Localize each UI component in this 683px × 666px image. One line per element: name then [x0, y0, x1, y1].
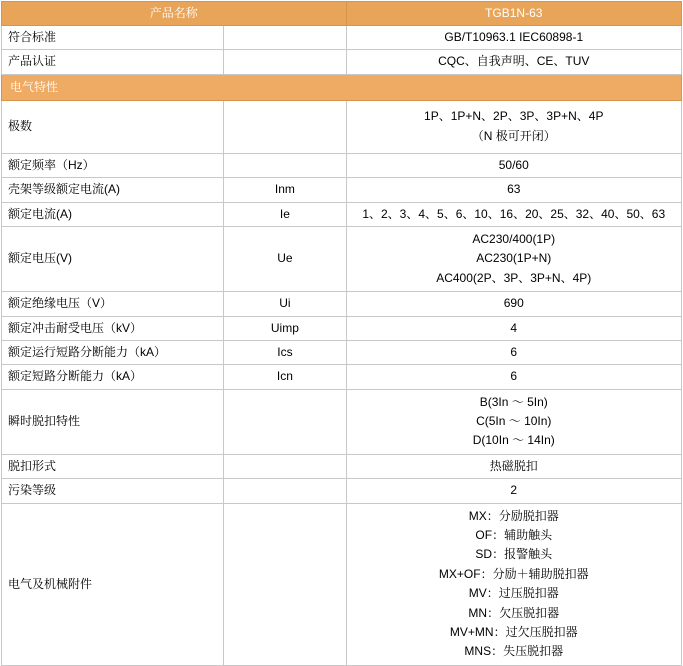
- table-row: [2, 365, 682, 389]
- row-label-standard: 符合标准: [2, 26, 224, 50]
- row-symbol-trip-curve: [224, 389, 346, 454]
- value-line: MX：分励脱扣器: [468, 508, 559, 523]
- table-row: [2, 292, 682, 316]
- value-line: AC230(1P+N): [476, 251, 552, 266]
- value-line: B(3In ～ 5In): [479, 394, 548, 409]
- table-row: [2, 389, 682, 454]
- table-row: [2, 178, 682, 202]
- value-line: 1P、1P+N、2P、3P、3P+N、4P: [424, 109, 604, 124]
- row-label-frame-current: 壳架等级额定电流(A): [2, 178, 224, 202]
- row-value-frame-current: 63: [346, 178, 682, 202]
- row-label-rated-voltage: 额定电压(V): [2, 226, 224, 291]
- product-spec-table: [1, 1, 682, 666]
- value-line: （N 极可开闭）: [471, 128, 556, 143]
- value-line: MV：过压脱扣器: [468, 586, 559, 601]
- row-symbol-certification: [224, 50, 346, 74]
- table-row: [2, 479, 682, 503]
- value-line: OF：辅助触头: [475, 528, 553, 543]
- row-value-rated-voltage: [346, 226, 682, 291]
- row-label-certification: 产品认证: [2, 50, 224, 74]
- row-label-impulse-voltage: 额定冲击耐受电压（kV）: [2, 316, 224, 340]
- row-symbol-frame-current: Inm: [224, 178, 346, 202]
- row-symbol-rated-current: Ie: [224, 202, 346, 226]
- table-row: [2, 153, 682, 177]
- row-symbol-poles: [224, 100, 346, 153]
- table-header-row: [2, 2, 682, 26]
- row-label-ics: 额定运行短路分断能力（kA）: [2, 340, 224, 364]
- row-label-trip-curve: 瞬时脱扣特性: [2, 389, 224, 454]
- value-line: D(10In ～ 14In): [472, 433, 555, 448]
- row-symbol-rated-voltage: Ue: [224, 226, 346, 291]
- row-value-poles: [346, 100, 682, 153]
- table-row: [2, 454, 682, 478]
- row-label-rated-current: 额定电流(A): [2, 202, 224, 226]
- section-title-electrical: 电气特性: [2, 74, 682, 100]
- table-row: [2, 226, 682, 291]
- table-row: [2, 50, 682, 74]
- row-label-frequency: 额定频率（Hz）: [2, 153, 224, 177]
- row-symbol-impulse-voltage: Uimp: [224, 316, 346, 340]
- value-line: MV+MN：过欠压脱扣器: [449, 624, 578, 639]
- header-product-name: 产品名称: [2, 2, 347, 26]
- value-line: MNS：失压脱扣器: [464, 644, 564, 659]
- value-line: AC230/400(1P): [472, 231, 556, 246]
- table-row: [2, 26, 682, 50]
- row-symbol-insulation-voltage: Ui: [224, 292, 346, 316]
- value-line: MX+OF：分励＋辅助脱扣器: [438, 566, 589, 581]
- row-value-icn: 6: [346, 365, 682, 389]
- row-symbol-trip-type: [224, 454, 346, 478]
- row-value-frequency: 50/60: [346, 153, 682, 177]
- row-label-accessories: 电气及机械附件: [2, 503, 224, 665]
- row-symbol-ics: Ics: [224, 340, 346, 364]
- value-line: MN：欠压脱扣器: [468, 605, 560, 620]
- value-line: C(5In ～ 10In): [476, 414, 552, 429]
- row-value-trip-type: 热磁脱扣: [346, 454, 682, 478]
- row-symbol-accessories: [224, 503, 346, 665]
- row-symbol-frequency: [224, 153, 346, 177]
- value-line: SD：报警触头: [475, 547, 553, 562]
- value-line: AC400(2P、3P、3P+N、4P): [436, 270, 592, 285]
- row-symbol-icn: Icn: [224, 365, 346, 389]
- row-value-ics: 6: [346, 340, 682, 364]
- row-value-certification: CQC、自我声明、CE、TUV: [346, 50, 682, 74]
- row-value-impulse-voltage: 4: [346, 316, 682, 340]
- row-value-trip-curve: [346, 389, 682, 454]
- row-value-accessories: [346, 503, 682, 665]
- row-label-trip-type: 脱扣形式: [2, 454, 224, 478]
- row-label-insulation-voltage: 额定绝缘电压（V）: [2, 292, 224, 316]
- row-label-icn: 额定短路分断能力（kA）: [2, 365, 224, 389]
- section-header-electrical: [2, 74, 682, 100]
- row-label-pollution-degree: 污染等级: [2, 479, 224, 503]
- table-row: [2, 503, 682, 665]
- row-value-rated-current: 1、2、3、4、5、6、10、16、20、25、32、40、50、63: [346, 202, 682, 226]
- table-row: [2, 100, 682, 153]
- table-row: [2, 340, 682, 364]
- row-value-standard: GB/T10963.1 IEC60898-1: [346, 26, 682, 50]
- header-product-model: TGB1N-63: [346, 2, 682, 26]
- table-row: [2, 316, 682, 340]
- row-value-insulation-voltage: 690: [346, 292, 682, 316]
- row-label-poles: 极数: [2, 100, 224, 153]
- row-symbol-pollution-degree: [224, 479, 346, 503]
- row-value-pollution-degree: 2: [346, 479, 682, 503]
- table-row: [2, 202, 682, 226]
- row-symbol-standard: [224, 26, 346, 50]
